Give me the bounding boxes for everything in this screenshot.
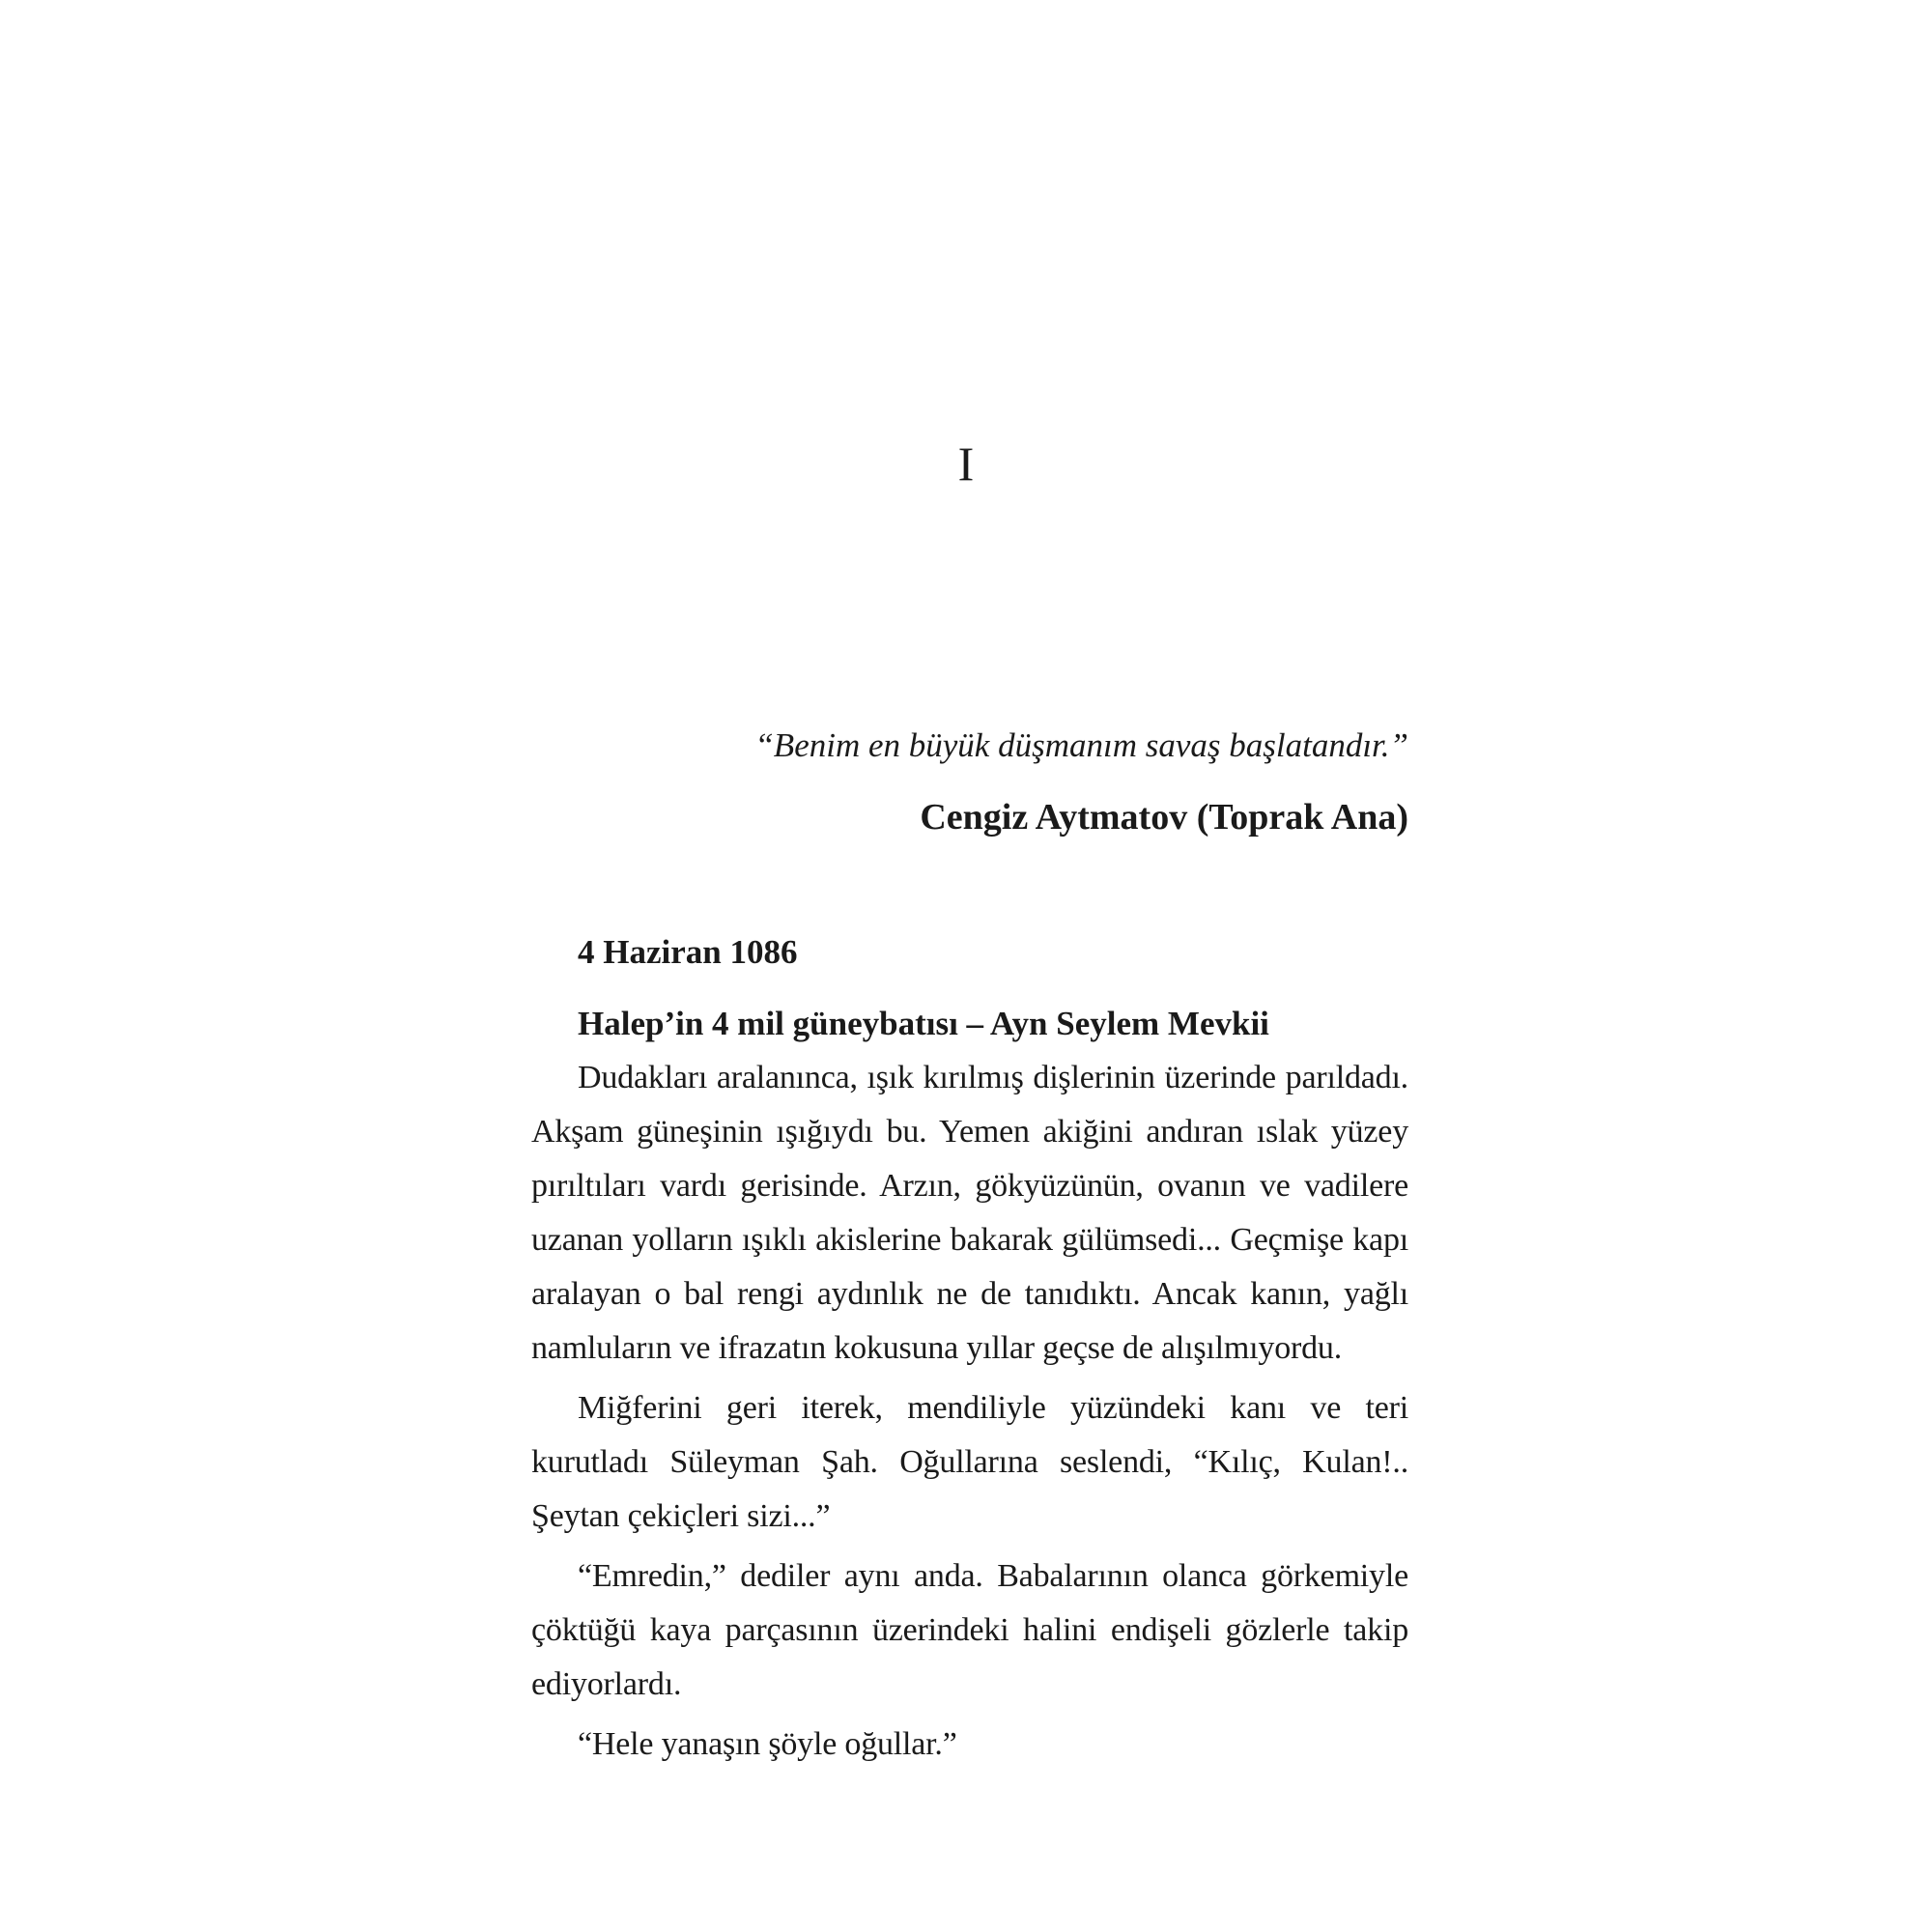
epigraph — [531, 719, 1408, 844]
chapter-body — [531, 925, 1408, 1777]
paragraph: Dudakları aralanınca, ışık kırılmış dişlerinin üzerinde parıldadı. Akşam güneşinin ışığıydı bu. Yemen akiğini andıran ıslak yüzey pırıltıları vardı gerisinde. Arzın, gökyüzünün, ovanın ve vadilere uzanan yolların ışıklı akislerine bakarak gülümsedi... Geçmişe kapı aralayan o bal rengi aydınlık ne de tanıdıktı. Ancak kanın, yağlı namluların ve ifrazatın kokusuna yıllar geçse de alışılmıyordu. — [531, 1060, 1408, 1366]
chapter-number: I — [957, 437, 975, 491]
section-date: 4 Haziran 1086 — [578, 933, 798, 971]
epigraph-author: Cengiz Aytmatov (Toprak Ana) — [920, 797, 1408, 838]
paragraph: Miğferini geri iterek, mendiliyle yüzündeki kanı ve teri kurutladı Süleyman Şah. Oğullarına seslendi, “Kılıç, Kulan!.. Şeytan çekiçleri sizi...” — [531, 1390, 1408, 1534]
paragraph: “Hele yanaşın şöyle oğullar.” — [578, 1726, 957, 1762]
paragraph: “Emredin,” dediler aynı anda. Babalarının olanca görkemiyle çöktüğü kaya parçasının üzerindeki halini endişeli gözlerle takip ediyorlardı. — [531, 1558, 1408, 1702]
epigraph-quote: “Benim en büyük düşmanım savaş başlatandır.” — [754, 726, 1408, 764]
section-location: Halep’in 4 mil güneybatısı – Ayn Seylem Mevkii — [578, 1005, 1269, 1042]
